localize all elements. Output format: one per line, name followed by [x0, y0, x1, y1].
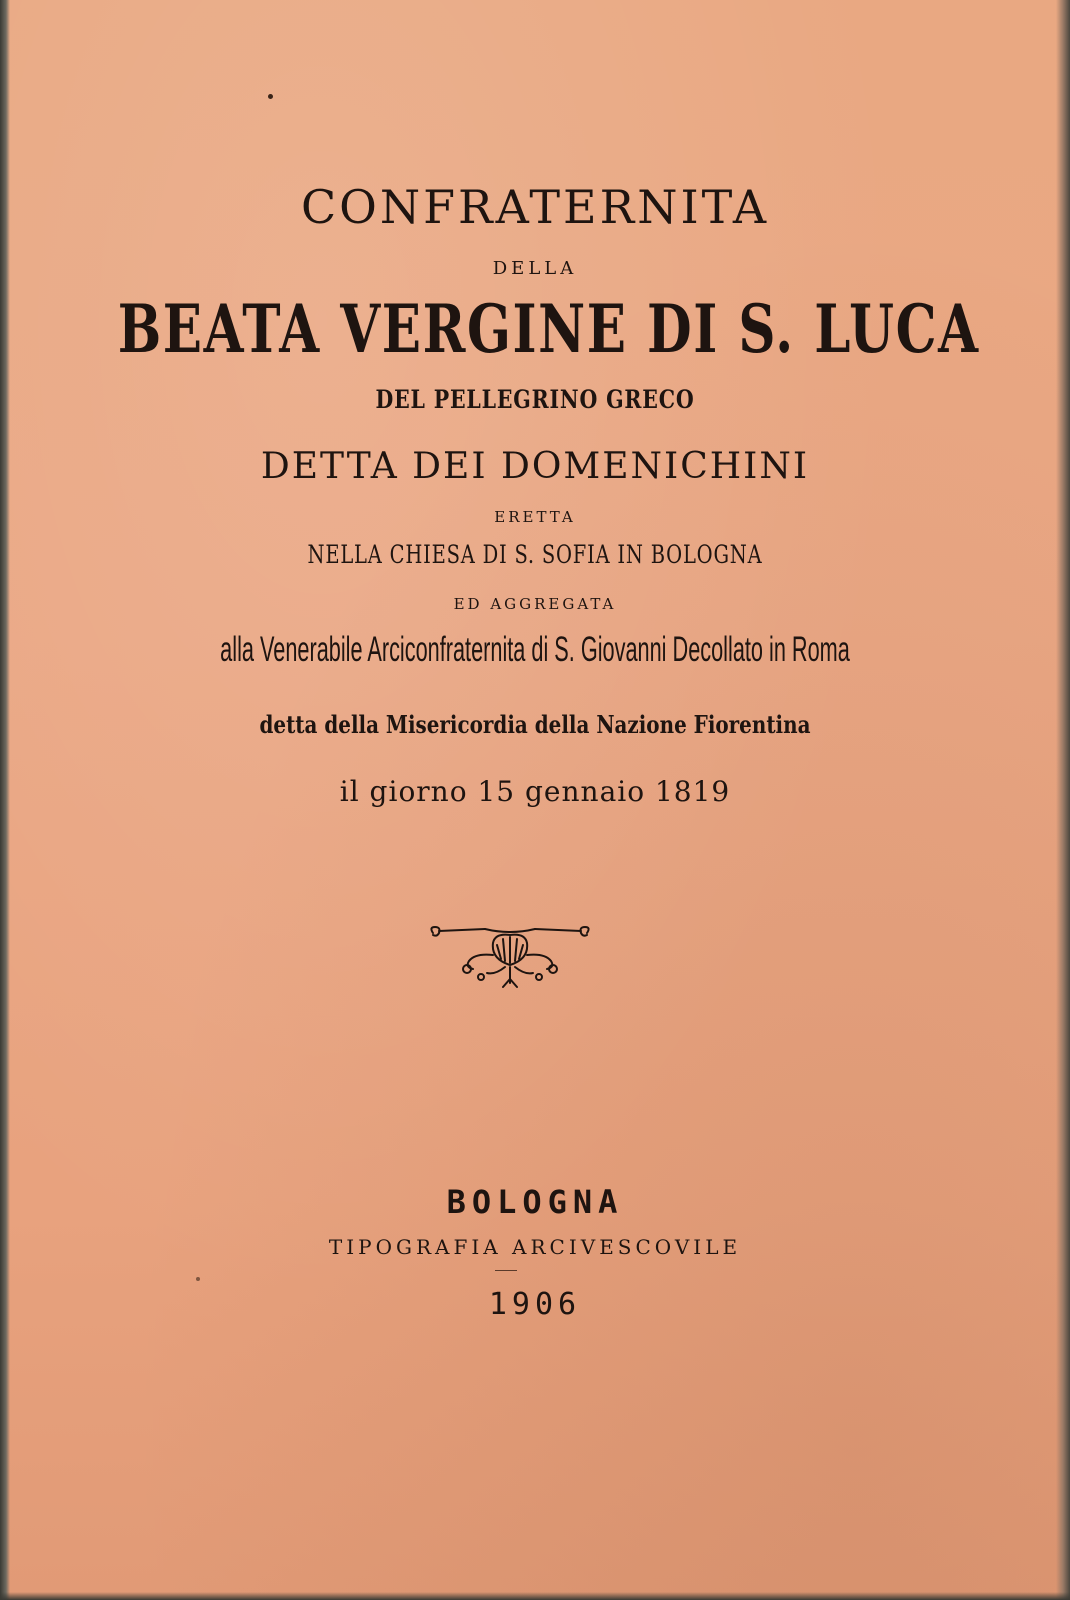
title-chiesa: NELLA CHIESA DI S. SOFIA IN BOLOGNA — [307, 540, 763, 569]
title-eretta: ERETTA — [494, 508, 576, 526]
title-arciconfraternita: alla Venerabile Arciconfraternita di S. Giovanni Decollato in Roma — [220, 630, 850, 669]
imprint-year: 1906 — [488, 1287, 582, 1322]
title-aggregata: ED AGGREGATA — [453, 595, 617, 613]
title-beata-vergine: BEATA VERGINE DI S. LUCA — [117, 290, 980, 368]
bottom-edge — [0, 1592, 1070, 1600]
title-date: il giorno 15 gennaio 1819 — [339, 775, 731, 808]
scroll-fleuron-icon — [425, 925, 595, 1000]
paper-speck — [196, 1277, 200, 1281]
title-pellegrino-greco: DEL PELLEGRINO GRECO — [375, 385, 695, 414]
title-domenichini: DETTA DEI DOMENICHINI — [260, 446, 810, 487]
imprint-printer: TIPOGRAFIA ARCIVESCOVILE — [328, 1235, 742, 1259]
paper-speck — [268, 94, 273, 99]
title-misericordia: detta della Misericordia della Nazione Fiorentina — [259, 710, 811, 739]
title-confraternita: CONFRATERNITA — [300, 180, 770, 234]
imprint-divider — [495, 1270, 517, 1271]
title-della: DELLA — [492, 258, 578, 279]
imprint-city: BOLOGNA — [446, 1183, 624, 1221]
